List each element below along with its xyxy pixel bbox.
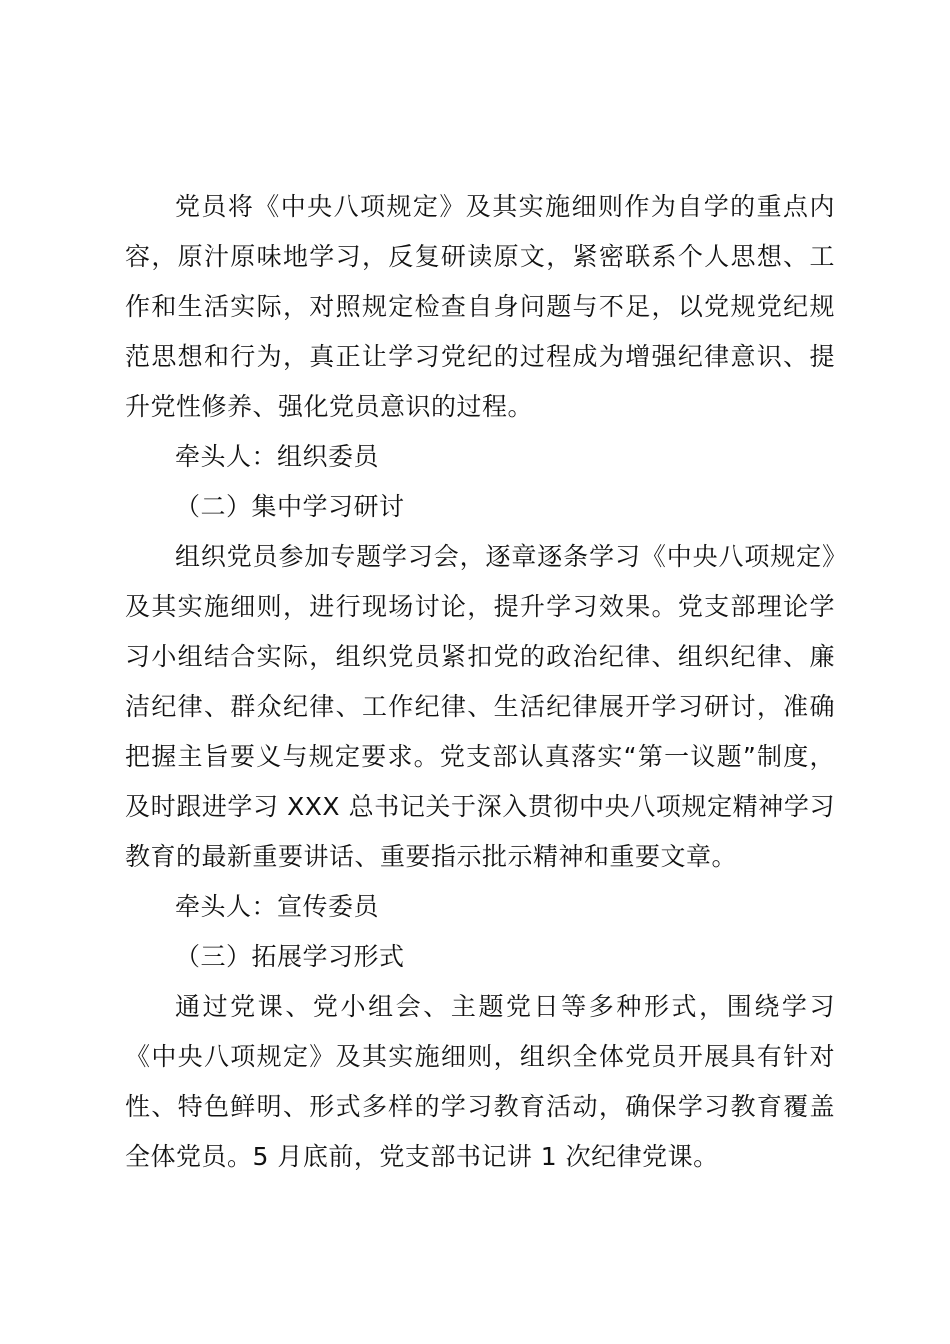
leader-organization: 牵头人：组织委员 <box>175 442 380 471</box>
leader-publicity: 牵头人：宣传委员 <box>175 892 380 921</box>
heading-centralized-study: （二）集中学习研讨 <box>175 492 405 521</box>
document-body <box>125 182 835 1182</box>
heading-expanded-forms: （三）拓展学习形式 <box>175 942 405 971</box>
paragraph-self-study: 党员将《中央八项规定》及其实施细则作为自学的重点内容，原汁原味地学习，反复研读原文，紧密联系个人思想、工作和生活实际，对照规定检查自身问题与不足，以党规党纪规范思想和行为，真正让学习党纪的过程成为增强纪律意识、提升党性修养、强化党员意识的过程。 <box>125 192 835 421</box>
paragraph-centralized-study: 组织党员参加专题学习会，逐章逐条学习《中央八项规定》及其实施细则，进行现场讨论，提升学习效果。党支部理论学习小组结合实际，组织党员紧扣党的政治纪律、组织纪律、廉洁纪律、群众纪律、工作纪律、生活纪律展开学习研讨，准确把握主旨要义与规定要求。党支部认真落实“第一议题”制度，及时跟进学习 XXX 总书记关于深入贯彻中央八项规定精神学习教育的最新重要讲话、重要指示批示精神和重要文章。 <box>125 542 835 871</box>
paragraph-expanded-forms: 通过党课、党小组会、主题党日等多种形式，围绕学习《中央八项规定》及其实施细则，组织全体党员开展具有针对性、特色鲜明、形式多样的学习教育活动，确保学习教育覆盖全体党员。5 月底前，党支部书记讲 1 次纪律党课。 <box>125 992 835 1171</box>
